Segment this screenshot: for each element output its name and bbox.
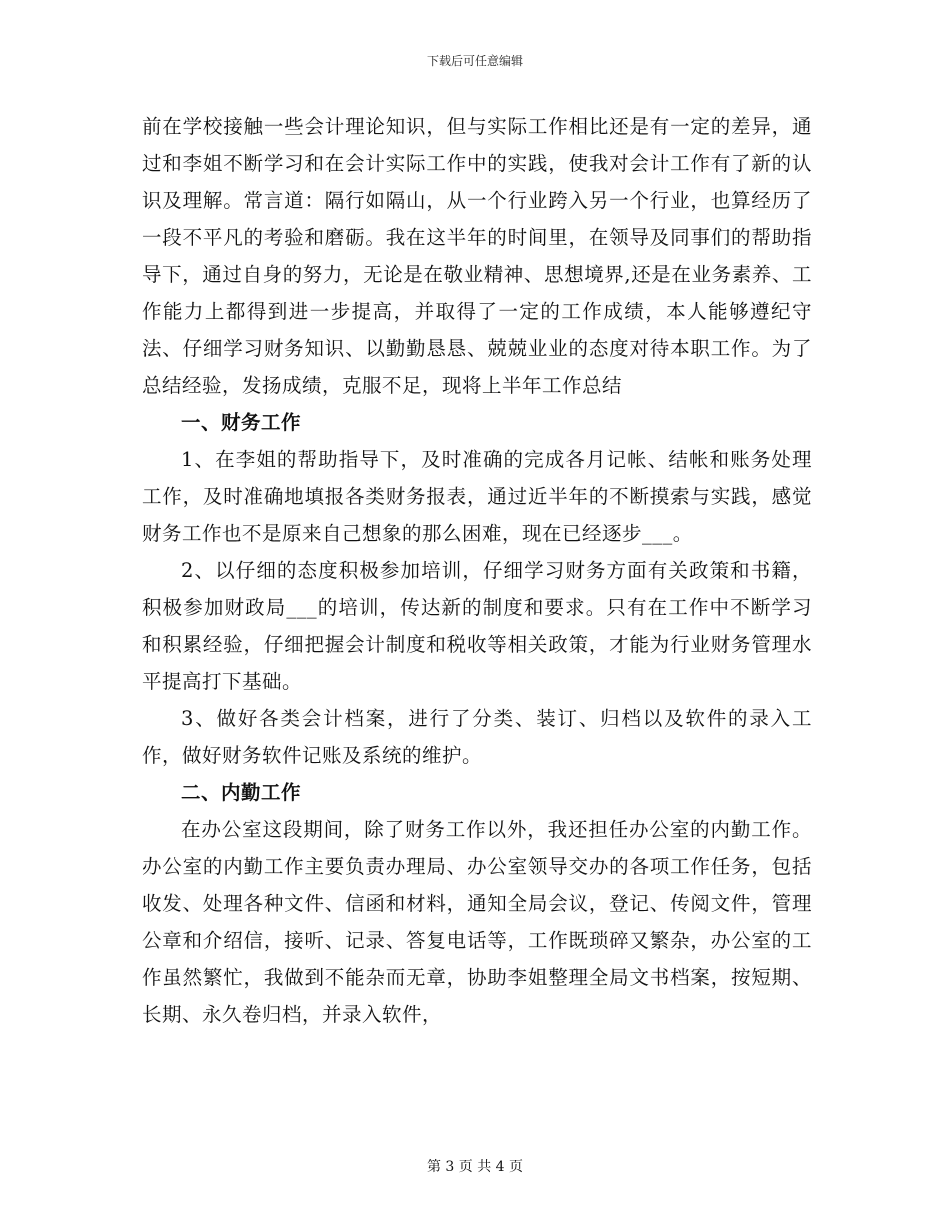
document-body [142,108,812,1033]
intro-paragraph: 前在学校接触一些会计理论知识，但与实际工作相比还是有一定的差异，通过和李姐不断学习和在会计实际工作中的实践，使我对会计工作有了新的认识及理解。常言道：隔行如隔山，从一个行业跨入另一个行业，也算经历了一段不平凡的考验和磨砺。我在这半年的时间里，在领导及同事们的帮助指导下，通过自身的努力，无论是在敬业精神、思想境界,还是在业务素养、工作能力上都得到进一步提高，并取得了一定的工作成绩，本人能够遵纪守法、仔细学习财务知识、以勤勤恳恳、兢兢业业的态度对待本职工作。为了总结经验，发扬成绩，克服不足，现将上半年工作总结 [142,115,812,397]
section-1-item-2: 2、以仔细的态度积极参加培训，仔细学习财务方面有关政策和书籍，积极参加财政局___的培训，传达新的制度和要求。只有在工作中不断学习和积累经验，仔细把握会计制度和税收等相关政策，才能为行业财务管理水平提高打下基础。 [142,559,812,693]
section-1-item-1: 1、在李姐的帮助指导下，及时准确的完成各月记帐、结帐和账务处理工作，及时准确地填报各类财务报表，通过近半年的不断摸索与实践，感觉财务工作也不是原来自己想象的那么困难，现在已经逐步___。 [142,448,812,545]
section-2-paragraph: 在办公室这段期间，除了财务工作以外，我还担任办公室的内勤工作。办公室的内勤工作主要负责办理局、办公室领导交办的各项工作任务，包括收发、处理各种文件、信函和材料，通知全局会议，登记、传阅文件，管理公章和介绍信，接听、记录、答复电话等，工作既琐碎又繁杂，办公室的工作虽然繁忙，我做到不能杂而无章，协助李姐整理全局文书档案，按短期、长期、永久卷归档，并录入软件， [142,818,812,1026]
page-header: 下载后可任意编辑 [426,54,523,68]
section-1-heading: 一、财务工作 [181,411,302,434]
section-2-heading: 二、内勤工作 [181,781,302,804]
page-footer: 第 3 页 共 4 页 [426,1159,524,1175]
section-1-item-3: 3、做好各类会计档案，进行了分类、装订、归档以及软件的录入工作，做好财务软件记账及系统的维护。 [142,707,812,767]
